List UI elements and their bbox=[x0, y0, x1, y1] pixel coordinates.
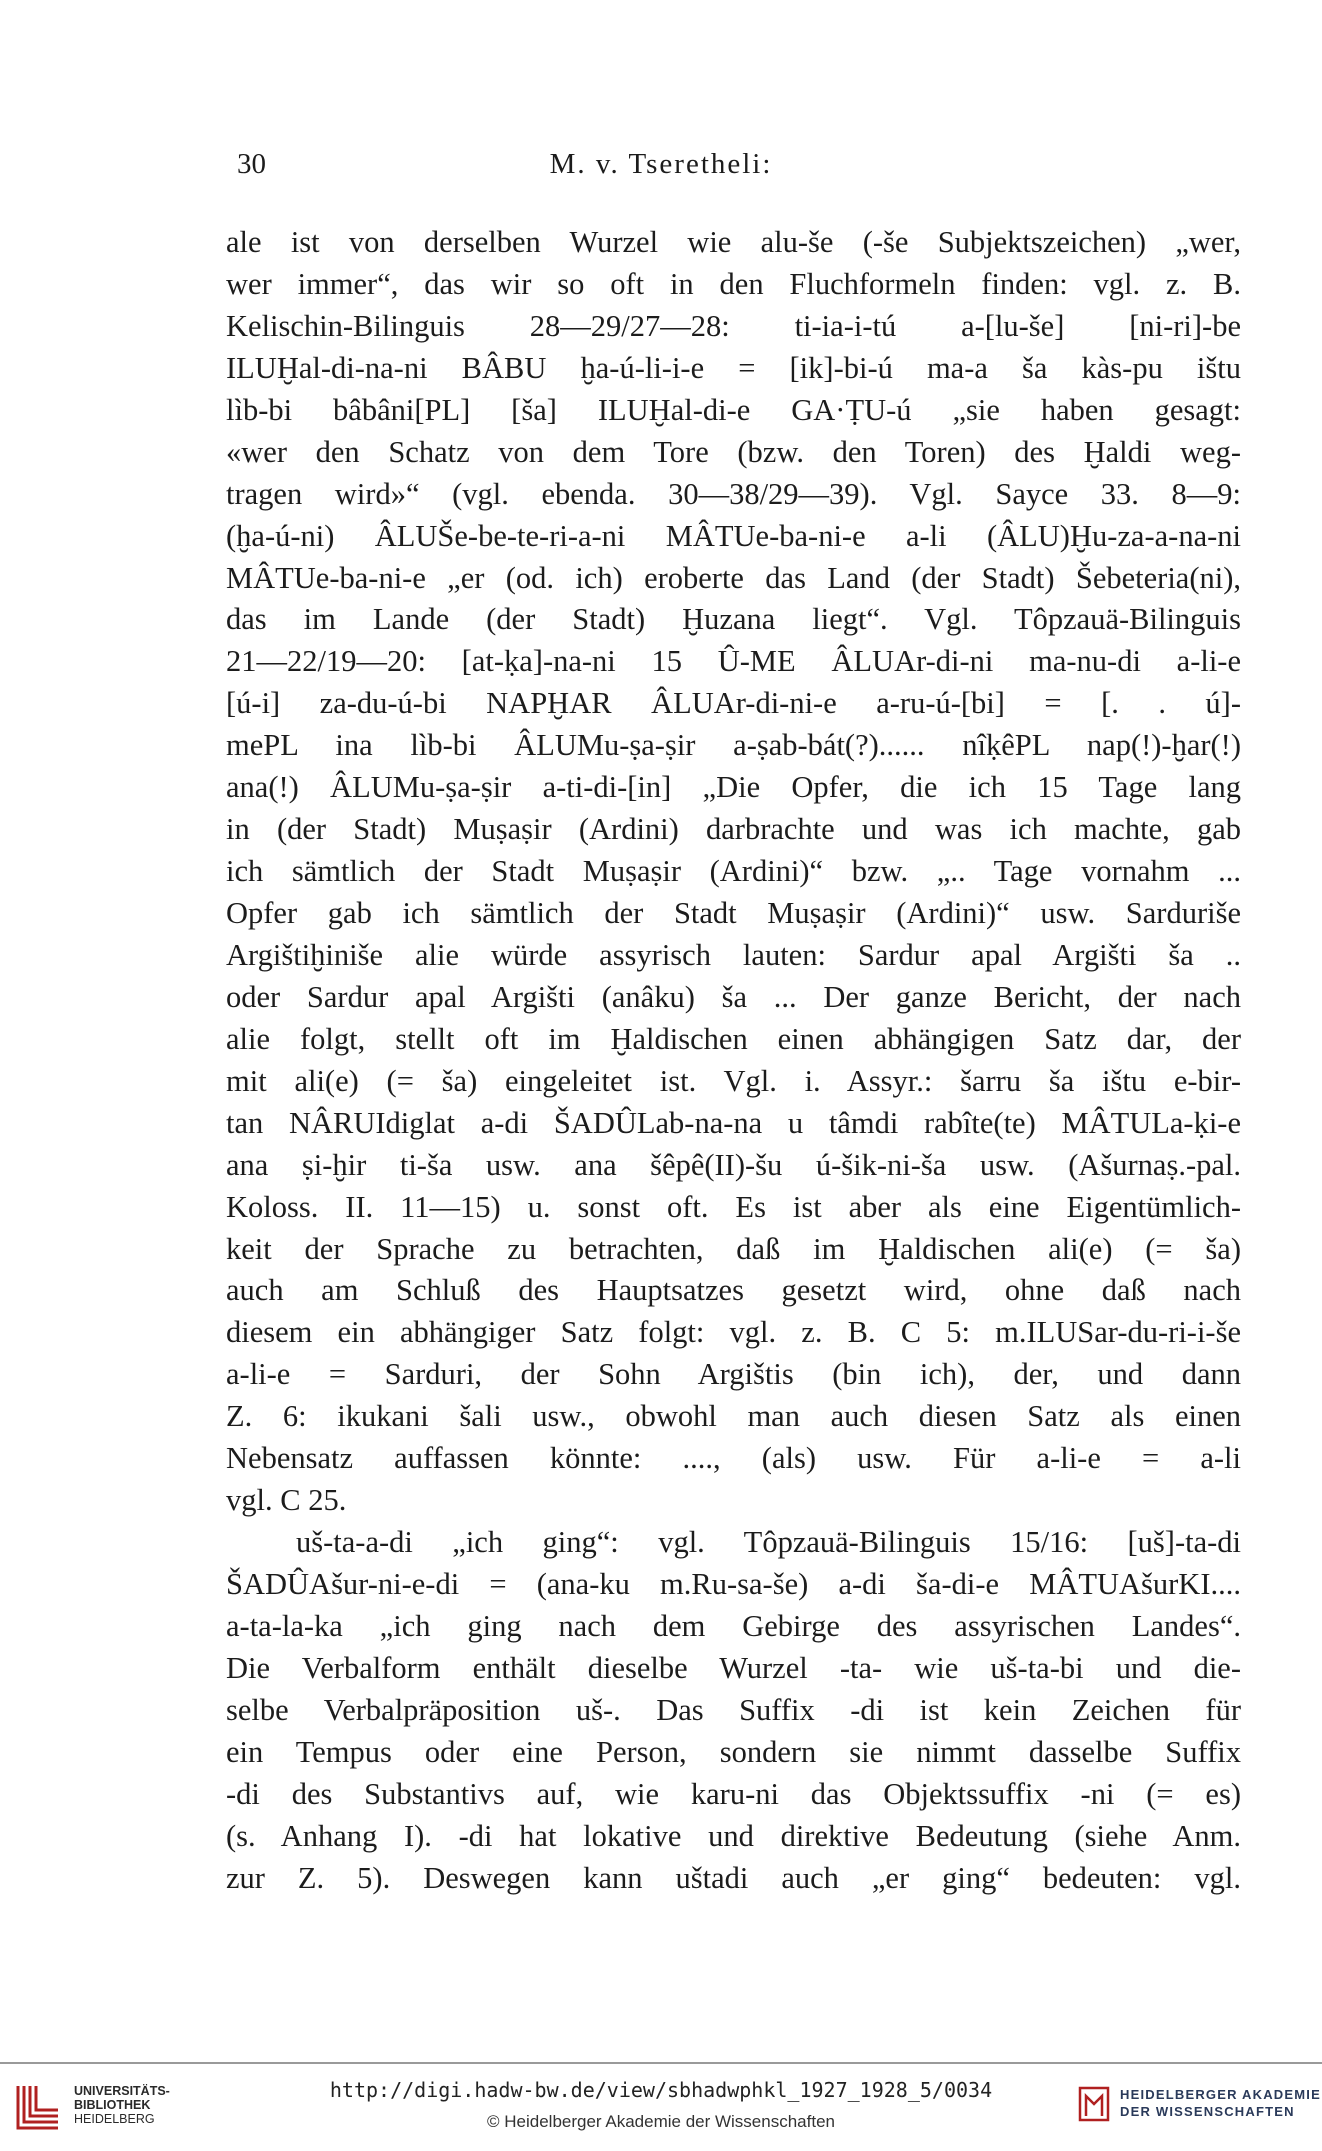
text-line: Koloss. II. 11—15) u. sonst oft. Es ist aber als eine Eigentümlich- bbox=[226, 1189, 1241, 1224]
text-line: ILUḪal-di-na-ni BÂBU ḫa-ú-li-i-e = [ik]-bi-ú ma-a ša kàs-pu ištu bbox=[226, 350, 1241, 385]
text-line: (ḫa-ú-ni) ÂLUŠe-be-te-ri-a-ni MÂTUe-ba-ni-e a-li (ÂLU)Ḫu-za-a-na-ni bbox=[226, 518, 1241, 553]
text-line: oder Sardur apal Argišti (anâku) ša ... Der ganze Bericht, der nach bbox=[226, 979, 1241, 1014]
running-head: M. v. Tseretheli: bbox=[549, 148, 773, 180]
text-line: lìb-bi bâbâni[PL] [ša] ILUḪal-di-e GA·ṬU-ú „sie haben gesagt: bbox=[226, 392, 1241, 427]
page-number: 30 bbox=[237, 148, 266, 180]
page-header bbox=[0, 148, 1322, 194]
text-line: Argištiḫinišе alie würde assyrisch lauten: Sardur apal Argišti ša .. bbox=[226, 937, 1241, 972]
text-line: MÂTUe-ba-ni-e „er (od. ich) eroberte das Land (der Stadt) Šebeteria(ni), bbox=[226, 560, 1241, 595]
academy-name bbox=[1120, 2086, 1321, 2120]
text-line: in (der Stadt) Muṣaṣir (Ardini) darbrachte und was ich machte, gab bbox=[226, 812, 1241, 847]
footer bbox=[0, 2064, 1322, 2151]
text-line: [ú-i] za-du-ú-bi NAPḪAR ÂLUAr-di-ni-e a-ru-ú-[bi] = [. . ú]- bbox=[226, 686, 1241, 721]
text-line: mit ali(e) (= ša) eingeleitet ist. Vgl. i. Assyr.: šarru ša ištu e-bir- bbox=[226, 1063, 1241, 1098]
text-line: vgl. C 25. bbox=[226, 1483, 347, 1518]
text-line: alie folgt, stellt oft im Ḫaldischen einen abhängigen Satz dar, der bbox=[226, 1021, 1241, 1056]
text-line: auch am Schluß des Hauptsatzes gesetzt wird, ohne daß nach bbox=[226, 1273, 1241, 1308]
text-line: mePL ina lìb-bi ÂLUMu-ṣa-ṣir a-ṣab-bát(?)...... nîḳêPL nap(!)-ḫar(!) bbox=[226, 728, 1241, 763]
text-line: zur Z. 5). Deswegen kann uštadi auch „er ging“ bedeuten: vgl. bbox=[226, 1860, 1241, 1895]
text-line: Nebensatz auffassen könnte: ...., (als) usw. Für a-li-e = a-li bbox=[226, 1441, 1241, 1476]
library-name-line-3: HEIDELBERG bbox=[74, 2112, 155, 2126]
text-line: ale ist von derselben Wurzel wie alu-še (-še Subjektszeichen) „wer, bbox=[226, 225, 1241, 259]
text-line: wer immer“, das wir so oft in den Fluchformeln finden: vgl. z. B. bbox=[226, 266, 1241, 301]
text-line: a-li-e = Sarduri, der Sohn Argištis (bin ich), der, und dann bbox=[226, 1357, 1241, 1392]
text-line: Z. 6: ikukani šali usw., obwohl man auch diesen Satz als einen bbox=[226, 1399, 1241, 1434]
text-line: «wer den Schatz von dem Tore (bzw. den Toren) des Ḫaldi weg- bbox=[226, 434, 1241, 469]
academy-name-line-2: DER WISSENSCHAFTEN bbox=[1120, 2104, 1295, 2119]
source-url-link[interactable]: http://digi.hadw-bw.de/view/sbhadwphkl_1927_1928_5/0034 bbox=[329, 2078, 993, 2102]
text-line: keit der Sprache zu betrachten, daß im Ḫaldischen ali(e) (= ša) bbox=[226, 1231, 1241, 1266]
text-line: ana(!) ÂLUMu-ṣa-ṣir a-ti-di-[in] „Die Opfer, die ich 15 Tage lang bbox=[226, 770, 1241, 805]
text-line: uš-ta-a-di „ich ging“: vgl. Tôpzauä-Bilinguis 15/16: [uš]-ta-di bbox=[296, 1525, 1241, 1560]
academy-logo-icon bbox=[1078, 2086, 1110, 2122]
text-line: ana ṣi-ḫir ti-ša usw. ana šêpê(II)-šu ú-šik-ni-ša usw. (Ašurnaṣ.-pal. bbox=[226, 1147, 1241, 1182]
text-line: ein Tempus oder eine Person, sondern sie nimmt dasselbe Suffix bbox=[226, 1734, 1241, 1769]
text-line: das im Lande (der Stadt) Ḫuzana liegt“. Vgl. Tôpzauä-Bilinguis bbox=[226, 602, 1241, 637]
copyright-notice: © Heidelberger Akademie der Wissenschaften bbox=[487, 2112, 835, 2131]
text-line: selbe Verbalpräposition uš-. Das Suffix -di ist kein Zeichen für bbox=[226, 1692, 1241, 1727]
text-line: tan NÂRUIdiglat a-di ŠADÛLab-na-na u tâmdi rabîte(te) MÂTULa-ḳi-e bbox=[226, 1105, 1241, 1140]
text-line: Opfer gab ich sämtlich der Stadt Muṣaṣir (Ardini)“ usw. Sardurišе bbox=[226, 896, 1241, 930]
text-line: a-ta-la-ka „ich ging nach dem Gebirge des assyrischen Landes“. bbox=[226, 1608, 1241, 1643]
text-line: 21—22/19—20: [at-ḳa]-na-ni 15 Û-ME ÂLUAr-di-ni ma-nu-di a-li-e bbox=[226, 644, 1241, 679]
text-line: ich sämtlich der Stadt Muṣaṣir (Ardini)“ bzw. „.. Tage vornahm ... bbox=[226, 854, 1241, 889]
text-line: (s. Anhang I). -di hat lokative und direktive Bedeutung (siehe Anm. bbox=[226, 1818, 1241, 1853]
text-line: tragen wird»“ (vgl. ebenda. 30—38/29—39). Vgl. Sayce 33. 8—9: bbox=[226, 476, 1241, 511]
text-line: -di des Substantivs auf, wie karu-ni das Objektssuffix -ni (= es) bbox=[226, 1776, 1241, 1811]
academy-name-line-1: HEIDELBERGER AKADEMIE bbox=[1120, 2087, 1321, 2102]
text-body bbox=[226, 222, 1241, 1900]
library-name-line-1: UNIVERSITÄTS- bbox=[74, 2084, 170, 2098]
text-line: Die Verbalform enthält dieselbe Wurzel -ta- wie uš-ta-bi und die- bbox=[226, 1650, 1241, 1685]
text-line: Kelischin-Bilinguis 28—29/27—28: ti-ia-i-tú a-[lu-še] [ni-ri]-be bbox=[226, 308, 1241, 343]
text-line: diesem ein abhängiger Satz folgt: vgl. z. B. C 5: m.ILUSar-du-ri-i-še bbox=[226, 1315, 1241, 1350]
library-name-line-2: BIBLIOTHEK bbox=[74, 2098, 151, 2112]
text-line: ŠADÛAšur-ni-e-di = (ana-ku m.Ru-sa-še) a-di ša-di-e MÂTUAšurKI.... bbox=[226, 1567, 1241, 1601]
